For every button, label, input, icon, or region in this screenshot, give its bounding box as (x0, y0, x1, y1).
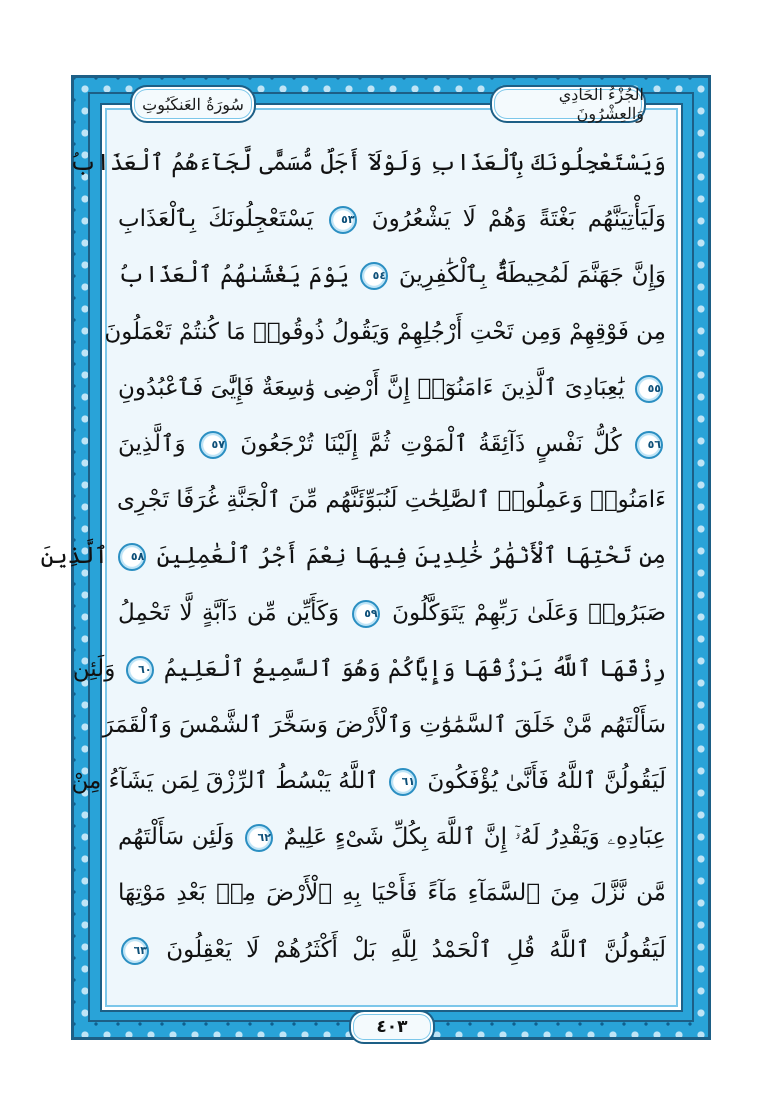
surah-title (130, 85, 256, 123)
text-line (69, 135, 666, 191)
ayah-number-marker: ٥٦ (635, 431, 663, 459)
text-line (72, 641, 666, 697)
line-6: ٥٦ كُلُّ نَفْسٍ ذَآئِقَةُ ٱلْمَوْتِ ثُمَّ إِلَيْنَا تُرْجَعُونَ ٥٧ وَٱلَّذِينَ (118, 430, 662, 457)
text-line (102, 697, 666, 753)
line-5: ٥٥ يَٰعِبَادِىَ ٱلَّذِينَ ءَامَنُوٓا۟ إِنَّ أَرْضِى وَٰسِعَةٌ فَإِيَّٰىَ فَٱعْبُدُونِ (118, 374, 661, 401)
ayah-number-marker: ٥٤ (360, 262, 388, 290)
ayah-number-marker: ٥٥ (635, 375, 663, 403)
line-15: لَيَقُولُنَّ ٱللَّهُ قُلِ ٱلْحَمْدُ لِلَّهِ بَلْ أَكْثَرُهُمْ لَا يَعْقِلُونَ ٦٣ (118, 922, 666, 978)
line-14: مَّن نَّزَّلَ مِنَ ٱلسَّمَآءِ مَآءً فَأَحْيَا بِهِ ٱلْأَرْضَ مِنۢ بَعْدِ مَوْتِهَا (118, 880, 666, 907)
surah-title-text: سُورَةُ العَنكَبُوتِ (142, 94, 244, 114)
line-10: رِزْقَهَا ٱللَّهُ يَرْزُقُهَا وَإِيَّاكُمْ وَهُوَ ٱلسَّمِيعُ ٱلْعَلِيمُ ٦٠ وَلَئِن (72, 655, 666, 682)
ayah-number-marker: ٦١ (389, 768, 417, 796)
text-line (118, 247, 666, 303)
juz-title-text: الجُزْءُ الحَادِي وَالعِشْرُونَ (558, 85, 644, 123)
line-11: سَأَلْتَهُم مَّنْ خَلَقَ ٱلسَّمَٰوَٰتِ وَٱلْأَرْضَ وَسَخَّرَ ٱلشَّمْسَ وَٱلْقَمَرَ (102, 711, 666, 738)
line-12: لَيَقُولُنَّ ٱللَّهُ فَأَنَّىٰ يُؤْفَكُونَ ٦١ ٱللَّهُ يَبْسُطُ ٱلرِّزْقَ لِمَن يَشَآءُ مِنْ (71, 768, 666, 795)
line-7: ءَامَنُوا۟ وَعَمِلُوا۟ ٱلصَّٰلِحَٰتِ لَنُبَوِّئَنَّهُم مِّنَ ٱلْجَنَّةِ غُرَفًا تَجْرِى (117, 487, 666, 514)
juz-title (490, 85, 646, 123)
text-line (118, 809, 666, 865)
ayah-number-marker: ٥٨ (118, 543, 146, 571)
quran-text (40, 135, 666, 978)
ayah-number-marker: ٦٢ (245, 824, 273, 852)
ayah-number-marker: ٥٧ (199, 431, 227, 459)
text-line (118, 472, 666, 528)
line-2: وَلَيَأْتِيَنَّهُم بَغْتَةً وَهُمْ لَا يَشْعُرُونَ ٥٣ يَسْتَعْجِلُونَكَ بِٱلْعَذَابِ (118, 206, 666, 233)
line-13: عِبَادِهِۦ وَيَقْدِرُ لَهُۥٓ إِنَّ ٱللَّهَ بِكُلِّ شَىْءٍ عَلِيمٌ ٦٢ وَلَئِن سَأَلْتَهُم (118, 824, 666, 851)
ayah-number-marker: ٥٣ (329, 206, 357, 234)
text-line (104, 304, 666, 360)
ayah-number-marker: ٦٠ (126, 656, 154, 684)
text-line (40, 528, 666, 584)
text-line (118, 360, 666, 416)
line-9: صَبَرُوا۟ وَعَلَىٰ رَبِّهِمْ يَتَوَكَّلُونَ ٥٩ وَكَأَيِّن مِّن دَآبَّةٍ لَّا تَحْمِلُ (118, 599, 666, 626)
text-line (118, 585, 666, 641)
line-1: وَيَسْتَعْجِلُونَكَ بِٱلْعَذَابِ وَلَوْلَآ أَجَلٌ مُّسَمًّى لَّجَآءَهُمُ ٱلْعَذَابُ (69, 150, 666, 176)
text-line (71, 753, 666, 809)
page-number (349, 1010, 435, 1044)
text-line (118, 865, 666, 921)
ayah-number-marker: ٦٣ (121, 937, 149, 965)
ayah-number-marker: ٥٩ (352, 600, 380, 628)
page-number-text: ٤٠٣ (376, 1017, 408, 1037)
line-3: وَإِنَّ جَهَنَّمَ لَمُحِيطَةٌۢ بِٱلْكَٰفِرِينَ ٥٤ يَوْمَ يَغْشَىٰهُمُ ٱلْعَذَابُ (118, 262, 666, 289)
text-line (118, 922, 666, 978)
text-line (118, 191, 666, 247)
text-line (118, 416, 666, 472)
line-4: مِن فَوْقِهِمْ وَمِن تَحْتِ أَرْجُلِهِمْ وَيَقُولُ ذُوقُوا۟ مَا كُنتُمْ تَعْمَلُونَ (104, 318, 666, 345)
line-8: مِن تَحْتِهَا ٱلْأَنْهَٰرُ خَٰلِدِينَ فِيهَا نِعْمَ أَجْرُ ٱلْعَٰمِلِينَ ٥٨ ٱلَّذِينَ (40, 543, 666, 570)
